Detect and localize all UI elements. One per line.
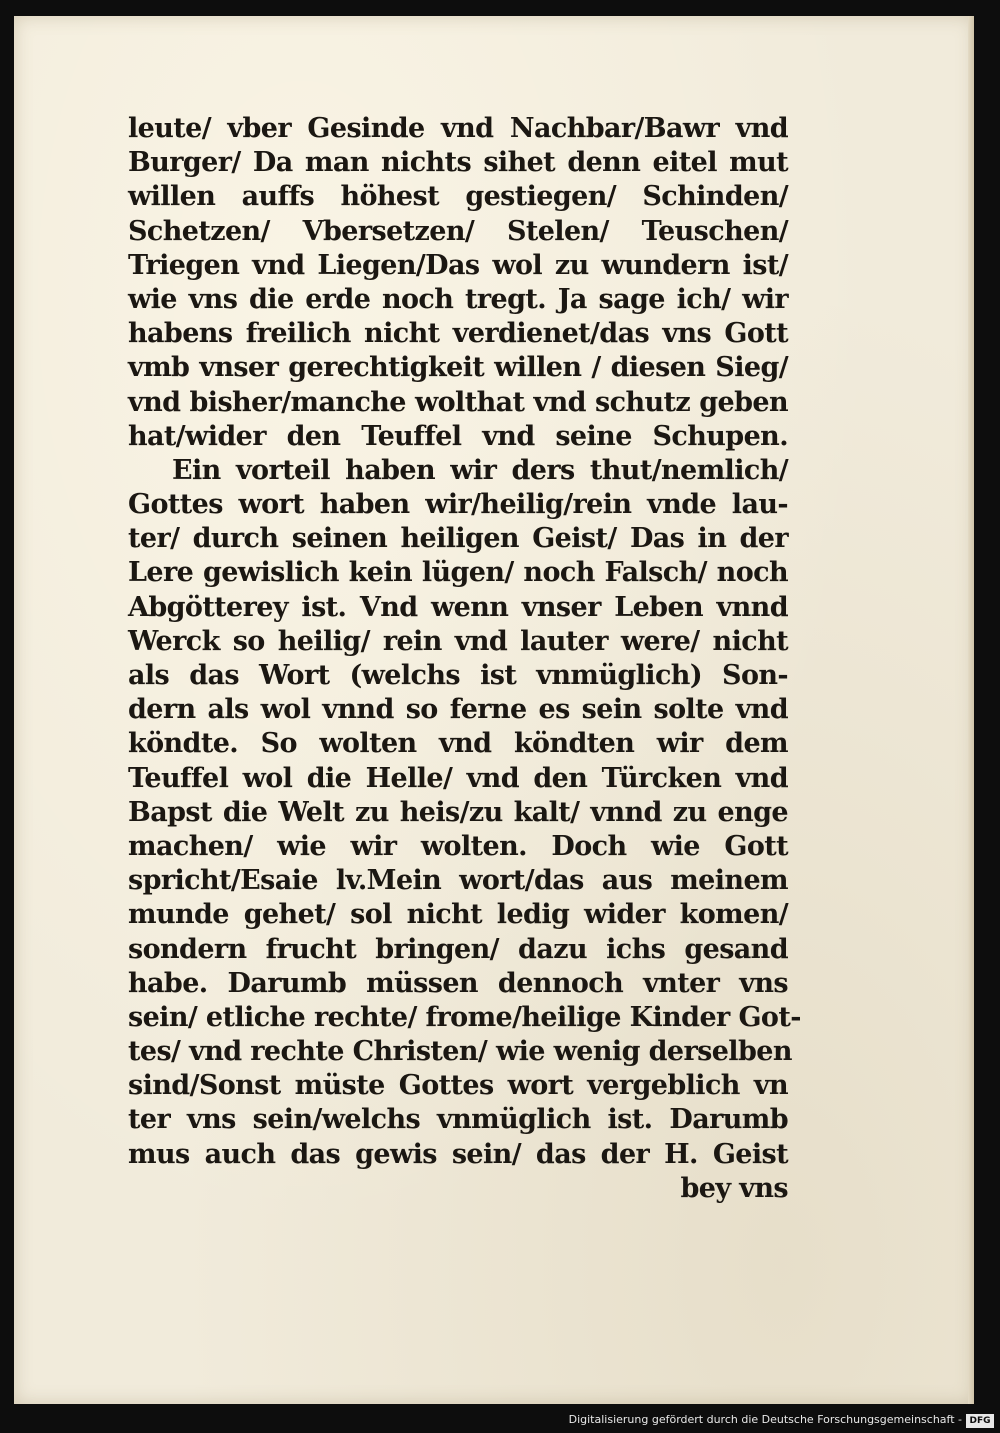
text-line: sondern frucht bringen/ dazu ichs gesand [128, 933, 788, 965]
catchword: bey vns [680, 1172, 788, 1204]
text-line: machen/ wie wir wolten. Doch wie Gott [128, 830, 788, 862]
dfg-logo: DFG [966, 1414, 994, 1428]
text-line: leute/ vber Gesinde vnd Nachbar/Bawr vnd [128, 113, 788, 144]
digitization-footer [0, 1404, 1000, 1433]
text-line: ter vns sein/welchs vnmüglich ist. Darumb [128, 1104, 788, 1136]
text-line: mus auch das gewis sein/ das der H. Geist [128, 1138, 788, 1170]
text-line: Schetzen/ Vbersetzen/ Stelen/ Teuschen/ [128, 215, 788, 247]
text-line: sein/ etliche rechte/ frome/heilige Kinder Got- [128, 1001, 801, 1033]
text-line: vnd bisher/manche wolthat vnd schutz geben [128, 386, 788, 418]
text-line: Triegen vnd Liegen/Das wol zu wundern ist/ [128, 249, 788, 281]
text-line: sind/Sonst müste Gottes wort vergeblich vn [128, 1070, 788, 1102]
page-edge [968, 16, 974, 1404]
text-line: Gottes wort haben wir/heilig/rein vnde lau- [128, 489, 788, 521]
text-block [128, 112, 801, 1206]
text-line: Burger/ Da man nichts sihet denn eitel mut [128, 147, 788, 179]
text-line: als das Wort (welchs ist vnmüglich) Son- [128, 660, 788, 691]
text-line: Lere gewislich kein lügen/ noch Falsch/ noch [128, 557, 788, 589]
paragraph-start-line: Ein vorteil haben wir ders thut/nemlich/ [172, 454, 788, 486]
text-line: munde gehet/ sol nicht ledig wider komen/ [128, 899, 788, 931]
book-page [14, 16, 974, 1404]
text-line: spricht/Esaie lv.Mein wort/das aus meinem [128, 865, 788, 897]
text-line: hat/wider den Teuffel vnd seine Schupen. [128, 420, 788, 452]
text-line: Bapst die Welt zu heis/zu kalt/ vnnd zu enge [128, 796, 788, 828]
text-line: dern als wol vnnd so ferne es sein solte vnd [128, 694, 788, 726]
text-line: Teuffel wol die Helle/ vnd den Türcken vnd [128, 762, 788, 794]
text-line: Werck so heilig/ rein vnd lauter were/ nicht [128, 625, 788, 657]
text-line: wie vns die erde noch tregt. Ja sage ich/ wir [128, 283, 788, 315]
text-line: habens freilich nicht verdienet/das vns Gott [128, 318, 788, 350]
funding-credit: Digitalisierung gefördert durch die Deutsche Forschungsgemeinschaft - [568, 1413, 962, 1426]
text-line: willen auffs höhest gestiegen/ Schinden/ [128, 181, 788, 213]
text-line: vmb vnser gerechtigkeit willen / diesen Sieg/ [128, 352, 788, 384]
text-line: habe. Darumb müssen dennoch vnter vns [128, 967, 788, 999]
text-line: tes/ vnd rechte Christen/ wie wenig derselben [128, 1036, 792, 1068]
text-line: Abgötterey ist. Vnd wenn vnser Leben vnnd [128, 591, 788, 623]
text-line: köndte. So wolten vnd köndten wir dem [128, 728, 788, 760]
text-line: ter/ durch seinen heiligen Geist/ Das in der [128, 523, 788, 555]
